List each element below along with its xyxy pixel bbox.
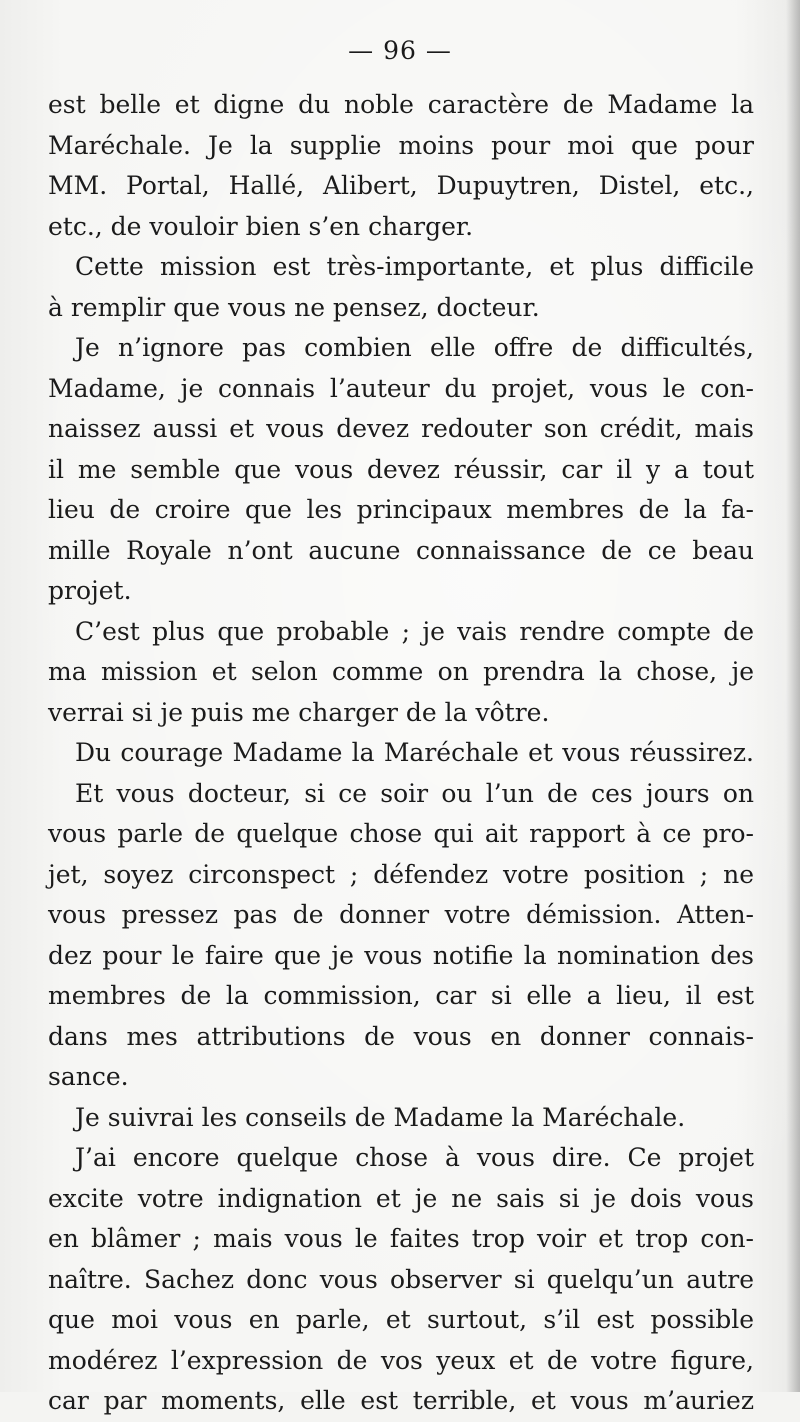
text-line: MM. Portal, Hallé, Alibert, Dupuytren, Distel, etc., bbox=[48, 171, 754, 200]
text-line: verrai si je puis me charger de la vôtre. bbox=[48, 697, 550, 727]
text-line: Je suivrai les conseils de Madame la Maréchale. bbox=[75, 1102, 686, 1132]
text-line: Je n’ignore pas combien elle offre de difficultés, bbox=[75, 333, 754, 362]
text-line: projet. bbox=[48, 576, 132, 605]
text-line: naissez aussi et vous devez redouter son crédit, mais bbox=[48, 414, 754, 443]
text-line: il me semble que vous devez réussir, car il y a tout bbox=[48, 454, 754, 484]
text-line: dans mes attributions de vous en donner connais- bbox=[48, 1021, 754, 1051]
text-line: en blâmer ; mais vous le faites trop voir et trop con- bbox=[48, 1224, 754, 1253]
text-line: Maréchale. Je la supplie moins pour moi que pour bbox=[48, 130, 754, 160]
text-line: naître. Sachez donc vous observer si quelqu’un autre bbox=[48, 1264, 754, 1294]
page-number: — 96 — bbox=[348, 36, 452, 65]
text-line: mille Royale n’ont aucune connaissance de ce beau bbox=[48, 535, 754, 565]
text-line: C’est plus que probable ; je vais rendre compte de bbox=[75, 616, 754, 646]
text-line: ma mission et selon comme on prendra la chose, je bbox=[48, 657, 754, 686]
text-line: sance. bbox=[48, 1062, 129, 1091]
text-line: à remplir que vous ne pensez, docteur. bbox=[48, 292, 540, 322]
text-line: Du courage Madame la Maréchale et vous réussirez. bbox=[75, 738, 754, 767]
body-text bbox=[48, 85, 754, 1422]
text-line: modérez l’expression de vos yeux et de votre figure, bbox=[48, 1345, 754, 1375]
text-line: Madame, je connais l’auteur du projet, vous le con- bbox=[48, 373, 754, 403]
text-line: est belle et digne du noble caractère de Madame la bbox=[48, 90, 754, 119]
page-edge-shadow bbox=[786, 0, 800, 1392]
text-line: Et vous docteur, si ce soir ou l’un de ces jours on bbox=[75, 778, 754, 808]
text-line: vous parle de quelque chose qui ait rapport à ce pro- bbox=[48, 819, 754, 848]
text-line: que moi vous en parle, et surtout, s’il est possible bbox=[48, 1305, 754, 1334]
text-line: membres de la commission, car si elle a lieu, il est bbox=[48, 981, 754, 1010]
text-line: excite votre indignation et je ne sais si je dois vous bbox=[48, 1183, 754, 1213]
text-line: J’ai encore quelque chose à vous dire. Ce projet bbox=[75, 1143, 754, 1172]
text-line: jet, soyez circonspect ; défendez votre position ; ne bbox=[48, 859, 754, 889]
text-line: dez pour le faire que je vous notifie la nomination des bbox=[48, 940, 754, 970]
text-line: car par moments, elle est terrible, et vous m’auriez bbox=[48, 1386, 754, 1415]
text-line: Cette mission est très-importante, et plus difficile bbox=[75, 252, 754, 281]
text-line: lieu de croire que les principaux membres de la fa- bbox=[48, 495, 754, 524]
text-line: vous pressez pas de donner votre démission. Atten- bbox=[48, 900, 754, 929]
text-line: etc., de vouloir bien s’en charger. bbox=[48, 211, 474, 241]
